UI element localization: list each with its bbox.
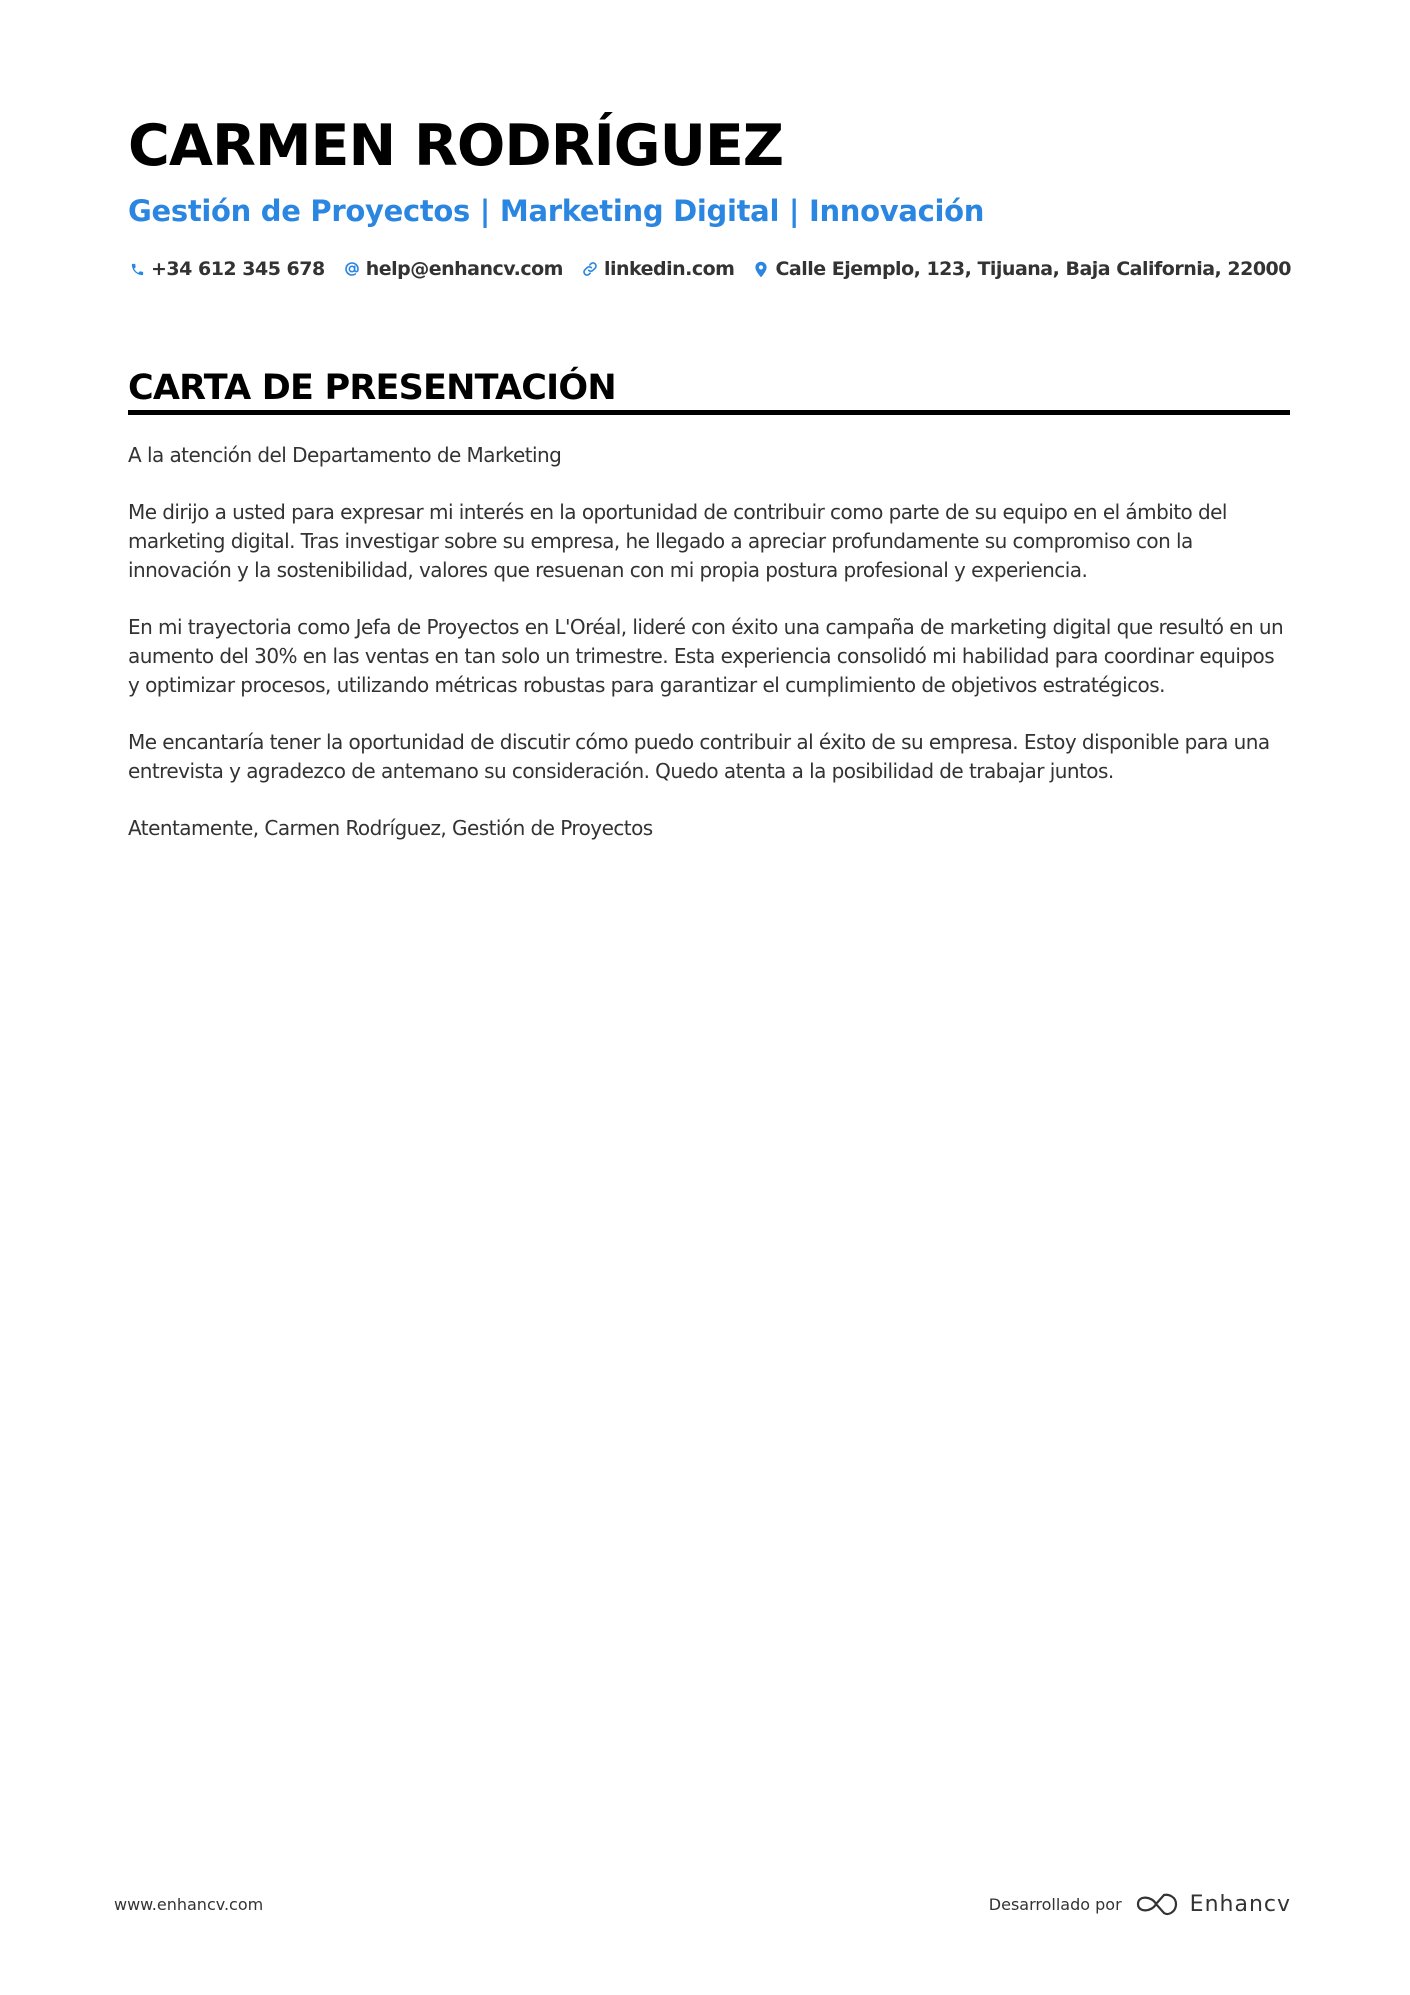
phone-text: +34 612 345 678	[151, 258, 325, 280]
location-pin-icon	[752, 260, 770, 278]
enhancv-logo-text: Enhancv	[1189, 1891, 1291, 1917]
contact-address	[752, 258, 1291, 280]
link-icon	[581, 260, 599, 278]
letter-salutation: A la atención del Departamento de Marketing	[128, 443, 562, 467]
phone-icon	[128, 260, 146, 278]
contact-phone	[128, 258, 325, 280]
letter-body	[128, 441, 1290, 871]
letter-signoff: Atentamente, Carmen Rodríguez, Gestión de Proyectos	[128, 816, 653, 840]
applicant-title: Gestión de Proyectos | Marketing Digital | Innovación	[128, 194, 985, 228]
powered-by-label: Desarrollado por	[988, 1894, 1122, 1914]
section-title: CARTA DE PRESENTACIÓN	[128, 368, 616, 408]
address-text: Calle Ejemplo, 123, Tijuana, Baja California, 22000	[775, 258, 1291, 280]
letter-paragraph: En mi trayectoria como Jefa de Proyectos en L'Oréal, lideré con éxito una campaña de marketing digital que resultó en un aumento del 30% en las ventas en tan solo un trimestre. Esta experiencia consolidó mi habilidad para coordinar equipos y optimizar procesos, utilizando métricas robustas para garantizar el cumplimiento de objetivos estratégicos.	[128, 615, 1284, 697]
section-divider	[128, 410, 1290, 415]
footer-website-link[interactable]: www.enhancv.com	[114, 1895, 264, 1914]
letter-paragraph: Me dirijo a usted para expresar mi interés en la oportunidad de contribuir como parte de su equipo en el ámbito del marketing digital. Tras investigar sobre su empresa, he llegado a apreciar profundamente su compromiso con la innovación y la sostenibilidad, valores que resuenan con mi propia postura profesional y experiencia.	[128, 500, 1227, 582]
at-icon	[343, 260, 361, 278]
letter-paragraph: Me encantaría tener la oportunidad de discutir cómo puedo contribuir al éxito de su empresa. Estoy disponible para una entrevista y agradezco de antemano su consideración. Quedo atenta a la posibilidad de trabajar juntos.	[128, 730, 1270, 783]
linkedin-link[interactable]: linkedin.com	[603, 258, 735, 280]
email-link[interactable]: help@enhancv.com	[365, 258, 563, 280]
applicant-name: CARMEN RODRÍGUEZ	[128, 113, 784, 179]
contact-bar	[128, 254, 1309, 284]
enhancv-logo-icon	[1134, 1892, 1180, 1916]
footer-branding[interactable]	[989, 1884, 1291, 1924]
contact-email[interactable]	[343, 258, 563, 280]
contact-linkedin[interactable]	[581, 258, 735, 280]
